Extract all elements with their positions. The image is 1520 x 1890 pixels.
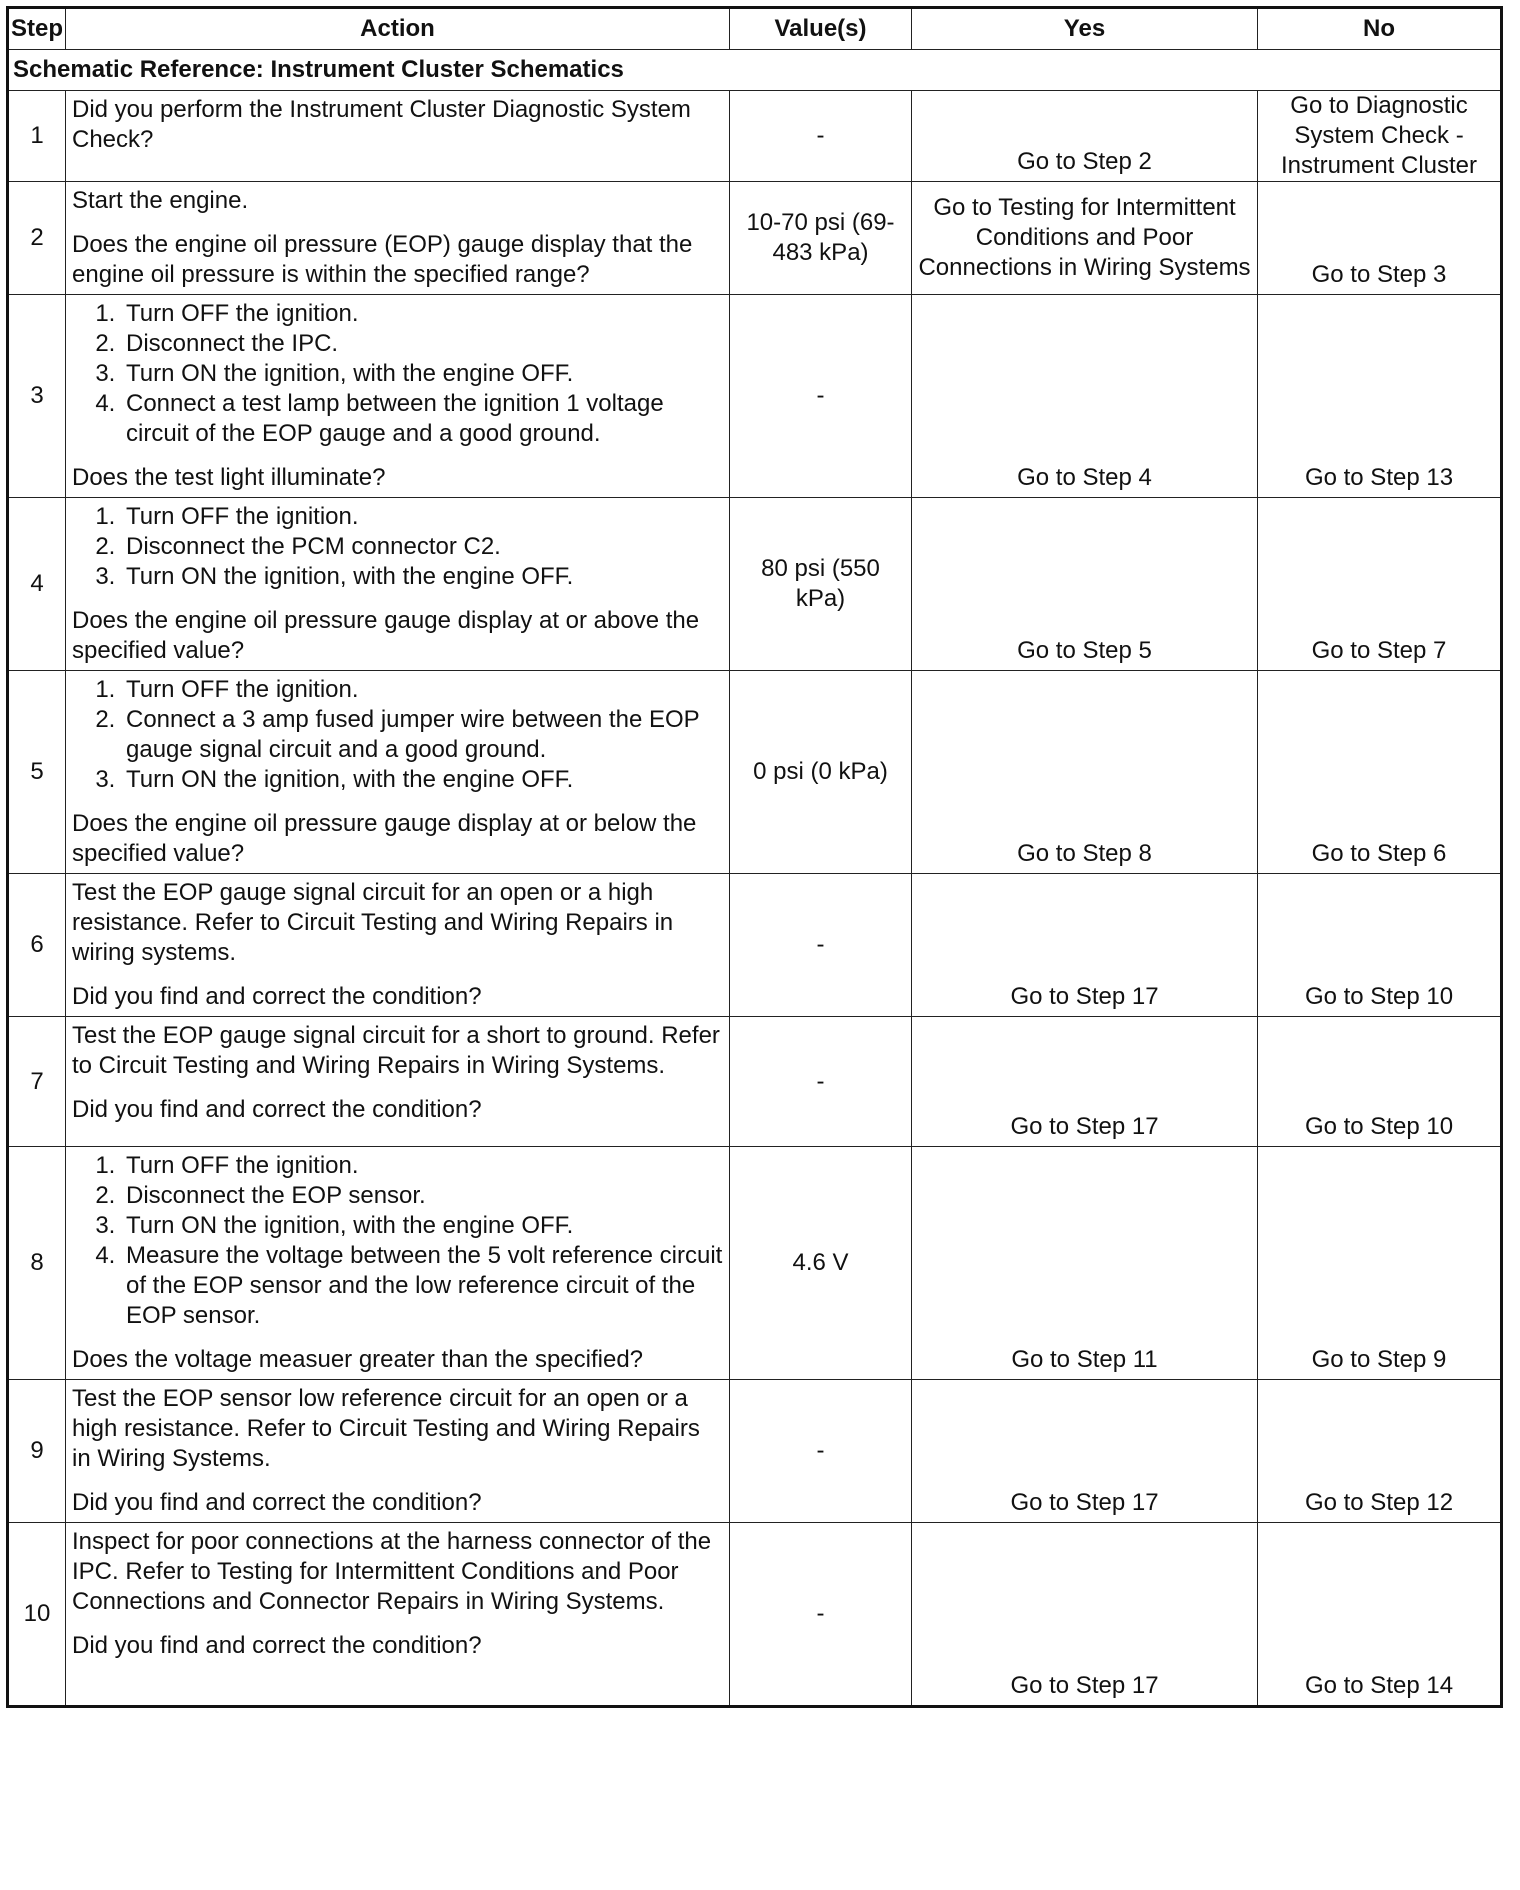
action-step-item: 3. Turn ON the ignition, with the engine OFF.: [122, 359, 725, 389]
step-action: [66, 295, 730, 498]
step-no-result: Go to Step 3: [1258, 182, 1502, 295]
diagnostic-table: [6, 6, 1503, 1708]
step-value: -: [730, 1523, 912, 1707]
action-text: Test the EOP gauge signal circuit for a short to ground. Refer to Circuit Testing and Wiring Repairs in Wiring Systems.: [72, 1022, 720, 1079]
step-no-result: Go to Step 14: [1258, 1523, 1502, 1707]
schematic-reference: Schematic Reference: Instrument Cluster Schematics: [8, 50, 1502, 91]
header-action: Action: [66, 8, 730, 50]
action-question: Did you find and correct the condition?: [72, 983, 482, 1010]
step-yes-result: Go to Step 4: [912, 295, 1258, 498]
step-row: [8, 1017, 1502, 1147]
step-value: 4.6 V: [730, 1147, 912, 1380]
step-number: 4: [8, 498, 66, 671]
action-step-item: 4. Measure the voltage between the 5 volt reference circuit of the EOP sensor and the low reference circuit of the EOP sensor.: [122, 1241, 725, 1331]
action-step-item: 4. Connect a test lamp between the ignition 1 voltage circuit of the EOP gauge and a good ground.: [122, 389, 725, 449]
step-yes-result: Go to Testing for Intermittent Conditions and Poor Connections in Wiring Systems: [912, 182, 1258, 295]
spacer: [72, 795, 725, 809]
step-row: [8, 874, 1502, 1017]
header-step: Step: [8, 8, 66, 50]
action-question: Does the engine oil pressure (EOP) gauge display that the engine oil pressure is within the specified range?: [72, 231, 693, 288]
action-step-item: 2. Disconnect the PCM connector C2.: [122, 532, 725, 562]
action-step-item: 1. Turn OFF the ignition.: [122, 299, 725, 329]
step-value: -: [730, 295, 912, 498]
step-action: [66, 91, 730, 182]
spacer: [72, 1617, 725, 1631]
action-step-item: 2. Connect a 3 amp fused jumper wire between the EOP gauge signal circuit and a good ground.: [122, 705, 725, 765]
step-action: [66, 1017, 730, 1147]
step-yes-result: Go to Step 17: [912, 1380, 1258, 1523]
step-yes-result: Go to Step 17: [912, 874, 1258, 1017]
step-no-result: Go to Step 12: [1258, 1380, 1502, 1523]
step-action: [66, 874, 730, 1017]
step-value: 10-70 psi (69-483 kPa): [730, 182, 912, 295]
step-number: 2: [8, 182, 66, 295]
action-question: Does the engine oil pressure gauge display at or below the specified value?: [72, 810, 697, 867]
step-value: -: [730, 1017, 912, 1147]
spacer: [72, 1081, 725, 1095]
action-step-item: 2. Disconnect the EOP sensor.: [122, 1181, 725, 1211]
step-yes-result: Go to Step 8: [912, 671, 1258, 874]
action-text: Start the engine.: [72, 187, 249, 214]
step-yes-result: Go to Step 11: [912, 1147, 1258, 1380]
step-value: 0 psi (0 kPa): [730, 671, 912, 874]
schematic-reference-row: [8, 50, 1502, 91]
action-step-item: 2. Disconnect the IPC.: [122, 329, 725, 359]
spacer: [72, 216, 725, 230]
step-yes-result: Go to Step 2: [912, 91, 1258, 182]
step-row: [8, 1147, 1502, 1380]
step-yes-result: Go to Step 5: [912, 498, 1258, 671]
action-text: Test the EOP gauge signal circuit for an open or a high resistance. Refer to Circuit Testing and Wiring Repairs in wiring systems.: [72, 879, 674, 966]
step-number: 7: [8, 1017, 66, 1147]
step-row: [8, 91, 1502, 182]
step-number: 9: [8, 1380, 66, 1523]
step-action: [66, 671, 730, 874]
step-action: [66, 182, 730, 295]
step-value: -: [730, 91, 912, 182]
action-question: Did you find and correct the condition?: [72, 1096, 482, 1123]
spacer: [72, 1474, 725, 1488]
step-value: -: [730, 1380, 912, 1523]
diagnostic-document: [6, 6, 1500, 1708]
step-row: [8, 182, 1502, 295]
spacer: [72, 449, 725, 463]
step-number: 1: [8, 91, 66, 182]
step-action: [66, 1380, 730, 1523]
action-text: Did you perform the Instrument Cluster Diagnostic System Check?: [72, 96, 691, 153]
step-row: [8, 295, 1502, 498]
action-question: Did you find and correct the condition?: [72, 1489, 482, 1516]
step-no-result: Go to Step 7: [1258, 498, 1502, 671]
step-no-result: Go to Diagnostic System Check - Instrument Cluster: [1258, 91, 1502, 182]
step-number: 5: [8, 671, 66, 874]
action-step-item: 3. Turn ON the ignition, with the engine OFF.: [122, 562, 725, 592]
step-action: [66, 1147, 730, 1380]
header-no: No: [1258, 8, 1502, 50]
step-no-result: Go to Step 9: [1258, 1147, 1502, 1380]
action-step-item: 1. Turn OFF the ignition.: [122, 675, 725, 705]
step-no-result: Go to Step 13: [1258, 295, 1502, 498]
step-no-result: Go to Step 6: [1258, 671, 1502, 874]
action-question: Did you find and correct the condition?: [72, 1632, 482, 1659]
step-row: [8, 498, 1502, 671]
step-number: 10: [8, 1523, 66, 1707]
step-number: 3: [8, 295, 66, 498]
spacer: [72, 592, 725, 606]
action-step-item: 1. Turn OFF the ignition.: [122, 1151, 725, 1181]
step-no-result: Go to Step 10: [1258, 1017, 1502, 1147]
action-steps-list: [72, 1151, 725, 1331]
action-step-item: 1. Turn OFF the ignition.: [122, 502, 725, 532]
step-action: [66, 498, 730, 671]
spacer: [72, 1331, 725, 1345]
action-question: Does the engine oil pressure gauge display at or above the specified value?: [72, 607, 700, 664]
step-yes-result: Go to Step 17: [912, 1017, 1258, 1147]
step-value: 80 psi (550 kPa): [730, 498, 912, 671]
step-number: 8: [8, 1147, 66, 1380]
step-value: -: [730, 874, 912, 1017]
step-row: [8, 1523, 1502, 1707]
action-question: Does the test light illuminate?: [72, 464, 386, 491]
action-steps-list: [72, 502, 725, 592]
action-steps-list: [72, 675, 725, 795]
header-row: [8, 8, 1502, 50]
step-action: [66, 1523, 730, 1707]
step-row: [8, 671, 1502, 874]
action-step-item: 3. Turn ON the ignition, with the engine OFF.: [122, 765, 725, 795]
step-yes-result: Go to Step 17: [912, 1523, 1258, 1707]
action-step-item: 3. Turn ON the ignition, with the engine OFF.: [122, 1211, 725, 1241]
action-steps-list: [72, 299, 725, 449]
header-yes: Yes: [912, 8, 1258, 50]
action-question: Does the voltage measuer greater than the specified?: [72, 1346, 644, 1373]
step-row: [8, 1380, 1502, 1523]
action-text: Inspect for poor connections at the harness connector of the IPC. Refer to Testing for Intermittent Conditions and Poor Connections and Connector Repairs in Wiring Systems.: [72, 1528, 712, 1615]
header-values: Value(s): [730, 8, 912, 50]
spacer: [72, 968, 725, 982]
step-number: 6: [8, 874, 66, 1017]
step-no-result: Go to Step 10: [1258, 874, 1502, 1017]
action-text: Test the EOP sensor low reference circuit for an open or a high resistance. Refer to Circuit Testing and Wiring Repairs in Wiring Systems.: [72, 1385, 700, 1472]
